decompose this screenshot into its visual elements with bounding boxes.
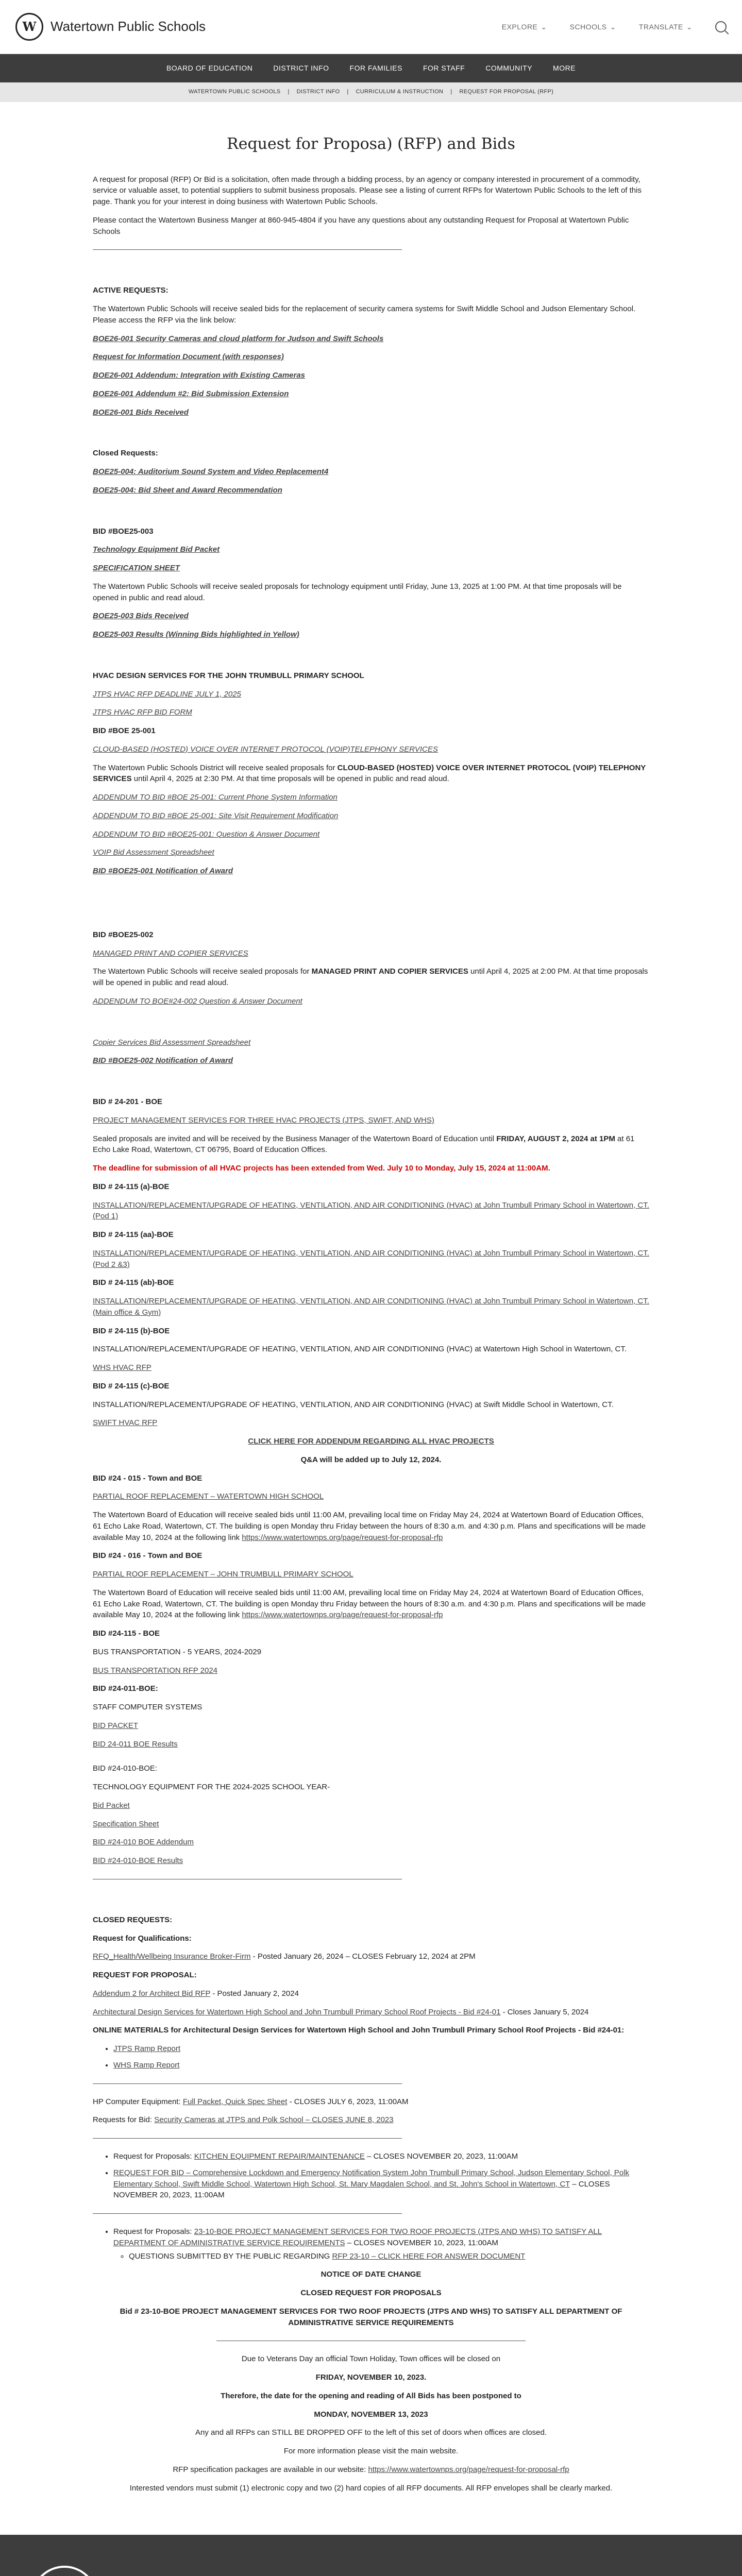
school-logo-icon: W xyxy=(15,13,43,41)
intro-text: A request for proposal (RFP) Or Bid is a solicitation, often made through a bidding process, by an agency or company interested in procurement of a commodity, service or valuable asset, to potential suppliers to submit business proposals. Please see a listing of current RFPs for Watertown Public Schools to the left of this page. Thank you for your interest in doing business with Watertown Public Schools. xyxy=(93,175,642,206)
hvac-link[interactable]: JTPS HVAC RFP BID FORM xyxy=(93,708,192,717)
crumb-current: REQUEST FOR PROPOSAL (RFP) xyxy=(459,89,554,95)
mainnav-more[interactable]: MORE xyxy=(553,64,576,73)
bid003-link[interactable]: BOE25-003 Bids Received xyxy=(93,612,189,621)
copier-link[interactable]: BID #BOE25-002 Notification of Award xyxy=(93,1056,233,1065)
rfp-link[interactable]: Addendum 2 for Architect Bid RFP xyxy=(93,1989,211,1998)
staff-text: STAFF COMPUTER SYSTEMS xyxy=(93,1703,203,1711)
bid003-text: The Watertown Public Schools will receive sealed proposals for technology equipment until Friday, June 13, 2025 at 1:00 PM. At that time proposals will be opened in public and read aloud. xyxy=(93,582,622,602)
voip-link[interactable]: BID #BOE25-001 Notification of Award xyxy=(93,867,233,875)
copier-link[interactable]: Copier Services Bid Assessment Spreadsheet xyxy=(93,1038,251,1047)
roof2-url[interactable]: https://www.watertownps.org/page/request-for-proposal-rfp xyxy=(242,1611,443,1620)
footer-find xyxy=(31,2566,130,2576)
pm-text: Sealed proposals are invited and will be received by the Business Manager of the Watertown Board of Education until FRIDAY, AUGUST 2, 2024 at 1PM at 61 Echo Lake Road, Watertown, CT 06795, Board of Education Offices. xyxy=(93,1134,635,1155)
staff-link[interactable]: BID 24-011 BOE Results xyxy=(93,1739,178,1749)
mainnav-staff[interactable]: FOR STAFF xyxy=(423,64,465,73)
main-nav xyxy=(0,54,742,82)
postpone-date: MONDAY, NOVEMBER 13, 2023 xyxy=(314,2410,428,2419)
bullet-list xyxy=(113,2151,649,2201)
logo[interactable] xyxy=(15,13,206,41)
spec-text: RFP specification packages are available in our website: https://www.watertownps.org/page/request-for-proposal-rfp xyxy=(173,2465,569,2474)
divider xyxy=(93,249,402,250)
bus-heading: BID #24-115 - BOE xyxy=(93,1629,160,1638)
bullet-link[interactable]: 23-10-BOE PROJECT MANAGEMENT SERVICES FOR TWO ROOF PROJECTS (JTPS AND WHS) TO SATISFY ALL DEPARTMENT OF ADMINISTRATIVE SERVICE REQUIREMENTS xyxy=(113,2227,602,2247)
rfp-link[interactable]: Architectural Design Services for Watertown High School and John Trumbull Primary School Roof Projects - Bid #24-01 xyxy=(93,2007,501,2016)
active-link[interactable]: BOE26-001 Addendum #2: Bid Submission Extension xyxy=(93,389,289,398)
roof2-heading: BID #24 - 016 - Town and BOE xyxy=(93,1551,203,1561)
dropoff-text: Any and all RFPs can STILL BE DROPPED OFF to the left of this set of doors when offices are closed. xyxy=(195,2428,547,2437)
copier-link[interactable]: MANAGED PRINT AND COPIER SERVICES xyxy=(93,948,248,958)
bid003-link[interactable]: SPECIFICATION SHEET xyxy=(93,564,180,572)
active-heading: ACTIVE REQUESTS: xyxy=(93,286,168,295)
closed-proposals-heading: CLOSED REQUEST FOR PROPOSALS xyxy=(300,2289,442,2297)
bus-link[interactable]: BUS TRANSPORTATION RFP 2024 xyxy=(93,1666,218,1675)
bullet-link[interactable]: KITCHEN EQUIPMENT REPAIR/MAINTENANCE xyxy=(194,2152,365,2161)
bullet-link[interactable]: REQUEST FOR BID – Comprehensive Lockdown and Emergency Notification System John Trumbull Primary School, Judson Elementary School, Polk Elementary School, Swift Middle School, Watertown High School, St. Mary Magdalen School, and St. John's School in Watertown, CT xyxy=(113,2168,629,2189)
active-link[interactable]: BOE26-001 Addendum: Integration with Existing Cameras xyxy=(93,371,306,380)
crumb-sep: | xyxy=(450,89,452,95)
pm-heading: BID # 24-201 - BOE xyxy=(93,1097,163,1106)
list-item: • REQUEST FOR BID – Comprehensive Lockdown and Emergency Notification System John Trumbull Primary School, Judson Elementary School, Polk Elementary School, Swift Middle School, Watertown High School, St. Mary Magdalen School, and St. John's School in Watertown, CT – CLOSES NOVEMBER 20, 2023, 11:00AM xyxy=(113,2167,649,2201)
staff-heading: BID #24-011-BOE: xyxy=(93,1684,158,1693)
online-link[interactable]: WHS Ramp Report xyxy=(113,2060,180,2070)
roof1-url[interactable]: https://www.watertownps.org/page/request-for-proposal-rfp xyxy=(242,1533,443,1542)
whs-text: INSTALLATION/REPLACEMENT/UPGRADE OF HEATING, VENTILATION, AND AIR CONDITIONING (HVAC) at Watertown High School in Watertown, CT. xyxy=(93,1345,627,1354)
list-item: ◦ QUESTIONS SUBMITTED BY THE PUBLIC REGARDING RFP 23-10 – CLICK HERE FOR ANSWER DOCUMENT xyxy=(129,2251,649,2262)
closed-link[interactable]: BOE25-004: Auditorium Sound System and Video Replacement4 xyxy=(93,467,329,476)
copier-text: The Watertown Public Schools will receive sealed proposals for MANAGED PRINT AND COPIER SERVICES until April 4, 2025 at 2:00 PM. At that time proposals will be opened in public and read aloud. xyxy=(93,967,648,987)
crumb-district[interactable]: DISTRICT INFO xyxy=(296,89,340,95)
contact-text: Please contact the Watertown Business Manger at 860-945-4804 if you have any questions about any outstanding Request for Proposal at Watertown Public Schools xyxy=(93,215,629,236)
spec-url[interactable]: https://www.watertownps.org/page/request-for-proposal-rfp xyxy=(368,2465,569,2474)
roof1-heading: BID #24 - 015 - Town and BOE xyxy=(93,1473,203,1483)
tech-link[interactable]: BID #24-010 BOE Addendum xyxy=(93,1838,194,1847)
hp-item: HP Computer Equipment: Full Packet, Quick Spec Sheet - CLOSES JULY 6, 2023, 11:00AM xyxy=(93,2097,409,2106)
roof1-link[interactable]: PARTIAL ROOF REPLACEMENT – WATERTOWN HIGH SCHOOL xyxy=(93,1492,324,1501)
roof2-link[interactable]: PARTIAL ROOF REPLACEMENT – JOHN TRUMBULL PRIMARY SCHOOL xyxy=(93,1570,353,1579)
copier-heading: BID #BOE25-002 xyxy=(93,930,154,939)
rfp-item: Architectural Design Services for Watertown High School and John Trumbull Primary School Roof Projects - Bid #24-01 - Closes January 5, 2024 xyxy=(93,2007,589,2016)
hvac-bid-heading: BID # 24-115 (aa)-BOE xyxy=(93,1230,174,1239)
active-link[interactable]: BOE26-001 Bids Received xyxy=(93,408,189,417)
active-link[interactable]: BOE26-001 Security Cameras and cloud platform for Judson and Swift Schools xyxy=(93,334,384,343)
voip-text: The Watertown Public Schools District will receive sealed proposals for CLOUD-BASED (HOSTED) VOICE OVER INTERNET PROTOCOL (VOIP) TELEPHONY SERVICES until April 4, 2025 at 2:30 PM. At that time proposals will be opened in public and read aloud. xyxy=(93,763,646,784)
nav-schools[interactable]: SCHOOLS ⌄ xyxy=(570,22,616,32)
rfp-item: Addendum 2 for Architect Bid RFP - Posted January 2, 2024 xyxy=(93,1989,299,1998)
nav-translate[interactable]: TRANSLATE ⌄ xyxy=(639,22,693,32)
chevron-down-icon: ⌄ xyxy=(541,22,547,31)
online-list xyxy=(113,2043,649,2071)
req-bid-item: Requests for Bid: Security Cameras at JTPS and Polk School – CLOSES JUNE 8, 2023 xyxy=(93,2115,394,2125)
divider xyxy=(93,2213,402,2214)
swift-link[interactable]: SWIFT HVAC RFP xyxy=(93,1418,158,1428)
whs-heading: BID # 24-115 (b)-BOE xyxy=(93,1326,170,1335)
rfq-link[interactable]: RFQ_Health/Wellbeing Insurance Broker-Firm xyxy=(93,1952,251,1961)
mainnav-district[interactable]: DISTRICT INFO xyxy=(273,64,329,73)
addendum-link[interactable]: CLICK HERE FOR ADDENDUM REGARDING ALL HVAC PROJECTS xyxy=(248,1437,494,1446)
staff-link[interactable]: BID PACKET xyxy=(93,1721,139,1730)
voip-link[interactable]: ADDENDUM TO BID #BOE 25-001: Site Visit Requirement Modification xyxy=(93,811,339,820)
bid003-link[interactable]: Technology Equipment Bid Packet xyxy=(93,545,220,554)
tech-link[interactable]: Bid Packet xyxy=(93,1801,130,1810)
chevron-down-icon: ⌄ xyxy=(686,22,693,31)
veterans-date: FRIDAY, NOVEMBER 10, 2023. xyxy=(315,2373,427,2382)
top-nav xyxy=(502,21,727,32)
deadline-notice: The deadline for submission of all HVAC projects has been extended from Wed. July 10 to Monday, July 15, 2024 at 11:00AM. xyxy=(93,1164,550,1173)
tech-heading: BID #24-010-BOE: xyxy=(93,1764,158,1773)
mainnav-community[interactable]: COMMUNITY xyxy=(485,64,533,73)
online-heading: ONLINE MATERIALS for Architectural Design Services for Watertown High School and John Trumbull Primary School Roof Projects - Bid #24-01: xyxy=(93,2026,625,2035)
qa-note: Q&A will be added up to July 12, 2024. xyxy=(300,1455,442,1464)
roof1-text: The Watertown Board of Education will receive sealed bids until 11:00 AM, prevailing local time on Friday May 24, 2024 at Watertown Board of Education Offices, 61 Echo Lake Road, Watertown, CT. The building is open Monday thru Friday between the hours of 8:30 a.m. and 4:30 p.m. Plans and specifications will be made available May 10, 2024 at the following link https://www.watertownps.org/page/request-for-proposal-rfp xyxy=(93,1511,646,1542)
closed-requests-heading: CLOSED REQUESTS: xyxy=(93,1915,173,1924)
mainnav-families[interactable]: FOR FAMILIES xyxy=(349,64,402,73)
bid003-heading: BID #BOE25-003 xyxy=(93,527,154,536)
site-name[interactable]: Watertown Public Schools xyxy=(50,19,206,35)
page-title: Request for Proposa) (RFP) and Bids xyxy=(227,135,515,153)
active-text: The Watertown Public Schools will receive sealed bids for the replacement of security camera systems for Swift Middle School and Judson Elementary School. Please access the RFP via the link below: xyxy=(93,304,636,325)
postpone-text: Therefore, the date for the opening and reading of All Bids has been postponed to xyxy=(221,2391,521,2400)
closed-link[interactable]: BOE25-004: Bid Sheet and Award Recommendation xyxy=(93,485,282,495)
bid003-link[interactable]: BOE25-003 Results (Winning Bids highlighted in Yellow) xyxy=(93,630,299,639)
footer xyxy=(0,2535,742,2576)
copier-link[interactable]: ADDENDUM TO BOE#24-002 Question & Answer Document xyxy=(93,996,302,1006)
tech-text: TECHNOLOGY EQUIPMENT FOR THE 2024-2025 SCHOOL YEAR- xyxy=(93,1783,330,1791)
info-text: For more information please visit the main website. xyxy=(283,2447,459,2455)
crumb-curriculum[interactable]: CURRICULUM & INSTRUCTION xyxy=(356,89,444,95)
rfp-heading: REQUEST FOR PROPOSAL: xyxy=(93,1971,197,1979)
bullet-list xyxy=(113,2226,649,2262)
list-item: • Request for Proposals: KITCHEN EQUIPMENT REPAIR/MAINTENANCE – CLOSES NOVEMBER 20, 2023, 11:00AM xyxy=(113,2151,649,2162)
crumb-sep: | xyxy=(288,89,290,95)
list-item: • Request for Proposals: 23-10-BOE PROJECT MANAGEMENT SERVICES FOR TWO ROOF PROJECTS (JTPS AND WHS) TO SATISFY ALL DEPARTMENT OF ADMINISTRATIVE SERVICE REQUIREMENTS – CLOSES NOVEMBER 10, 2023, 11:00AM ◦ QUESTIONS SUBMITTED BY THE PUBLIC REGARDING RFP 23-10 – CLICK HERE FOR ANSWER DOCUMENT xyxy=(113,2226,649,2262)
hvac-heading: HVAC DESIGN SERVICES FOR THE JOHN TRUMBULL PRIMARY SCHOOL xyxy=(93,671,364,680)
hvac-bid-link[interactable]: INSTALLATION/REPLACEMENT/UPGRADE OF HEATING, VENTILATION, AND AIR CONDITIONING (HVAC) at John Trumbull Primary School in Watertown, CT. (Pod 2 &3) xyxy=(93,1248,649,1269)
voip-link[interactable]: CLOUD-BASED (HOSTED) VOICE OVER INTERNET PROTOCOL (VOIP)TELEPHONY SERVICES xyxy=(93,744,438,754)
top-bar xyxy=(0,0,742,54)
voip-heading: BID #BOE 25-001 xyxy=(93,726,156,735)
voip-link[interactable]: ADDENDUM TO BID #BOE 25-001: Current Phone System Information xyxy=(93,793,338,802)
hvac-bid-heading: BID # 24-115 (a)-BOE xyxy=(93,1182,170,1191)
tech-link[interactable]: Specification Sheet xyxy=(93,1819,159,1828)
hp-link[interactable]: Full Packet, Quick Spec Sheet xyxy=(182,2097,288,2106)
closed-heading: Closed Requests: xyxy=(93,449,158,458)
roof2-text: The Watertown Board of Education will receive sealed bids until 11:00 AM, prevailing local time on Friday May 24, 2024 at Watertown Board of Education Offices, 61 Echo Lake Road, Watertown, CT. The building is open Monday thru Friday between the hours of 8:30 a.m. and 4:30 p.m. Plans and specifications will be made available May 10, 2024 at the following link https://www.watertownps.org/page/request-for-proposal-rfp xyxy=(93,1588,646,1620)
crumb-sep: | xyxy=(347,89,349,95)
active-link[interactable]: Request for Information Document (with responses) xyxy=(93,352,284,362)
chevron-down-icon: ⌄ xyxy=(610,22,616,31)
pm2310-heading: Bid # 23-10-BOE PROJECT MANAGEMENT SERVICES FOR TWO ROOF PROJECTS (JTPS AND WHS) TO SATISFY ALL DEPARTMENT OF ADMINISTRATIVE SERVICE REQUIREMENTS xyxy=(120,2307,622,2327)
submit-text: Interested vendors must submit (1) electronic copy and two (2) hard copies of all RFP documents. All RFP envelopes shall be clearly marked. xyxy=(129,2483,613,2493)
crumb-home[interactable]: WATERTOWN PUBLIC SCHOOLS xyxy=(188,89,281,95)
notice-heading: NOTICE OF DATE CHANGE xyxy=(321,2270,421,2279)
mainnav-board[interactable]: BOARD OF EDUCATION xyxy=(166,64,253,73)
hvac-bid-link[interactable]: INSTALLATION/REPLACEMENT/UPGRADE OF HEATING, VENTILATION, AND AIR CONDITIONING (HVAC) at John Trumbull Primary School in Watertown, CT. (Pod 1) xyxy=(93,1200,649,1221)
breadcrumb xyxy=(0,82,742,102)
answer-doc-link[interactable]: RFP 23-10 – CLICK HERE FOR ANSWER DOCUMENT xyxy=(332,2251,526,2261)
page-content xyxy=(93,102,649,2494)
search-icon[interactable] xyxy=(715,21,727,32)
hvac-link[interactable]: JTPS HVAC RFP DEADLINE JULY 1, 2025 xyxy=(93,689,241,699)
veterans-text: Due to Veterans Day an official Town Holiday, Town offices will be closed on xyxy=(241,2354,501,2364)
divider xyxy=(93,2138,402,2139)
swift-heading: BID # 24-115 (c)-BOE xyxy=(93,1381,170,1391)
hvac-bid-heading: BID # 24-115 (ab)-BOE xyxy=(93,1278,174,1287)
voip-link[interactable]: ADDENDUM TO BID #BOE25-001: Question & Answer Document xyxy=(93,829,320,839)
footer-logo-icon[interactable] xyxy=(31,2566,98,2576)
pm-link[interactable]: PROJECT MANAGEMENT SERVICES FOR THREE HVAC PROJECTS (JTPS, SWIFT, AND WHS) xyxy=(93,1115,434,1125)
nav-explore[interactable]: EXPLORE ⌄ xyxy=(502,22,547,32)
req-bid-link[interactable]: Security Cameras at JTPS and Polk School – CLOSES JUNE 8, 2023 xyxy=(154,2115,394,2125)
divider xyxy=(93,2083,402,2084)
bus-text: BUS TRANSPORTATION - 5 YEARS, 2024-2029 xyxy=(93,1647,262,1656)
tech-link[interactable]: BID #24-010-BOE Results xyxy=(93,1856,183,1865)
hvac-bid-link[interactable]: INSTALLATION/REPLACEMENT/UPGRADE OF HEATING, VENTILATION, AND AIR CONDITIONING (HVAC) at John Trumbull Primary School in Watertown, CT. (Main office & Gym) xyxy=(93,1297,649,1317)
swift-text: INSTALLATION/REPLACEMENT/UPGRADE OF HEATING, VENTILATION, AND AIR CONDITIONING (HVAC) at Swift Middle School in Watertown, CT. xyxy=(93,1400,614,1409)
voip-link[interactable]: VOIP Bid Assessment Spreadsheet xyxy=(93,848,214,857)
rfq-item: RFQ_Health/Wellbeing Insurance Broker-Firm - Posted January 26, 2024 – CLOSES February 12, 2024 at 2PM xyxy=(93,1952,476,1961)
rfq-heading: Request for Qualifications: xyxy=(93,1934,192,1943)
whs-link[interactable]: WHS HVAC RFP xyxy=(93,1363,151,1372)
online-link[interactable]: JTPS Ramp Report xyxy=(113,2044,181,2053)
